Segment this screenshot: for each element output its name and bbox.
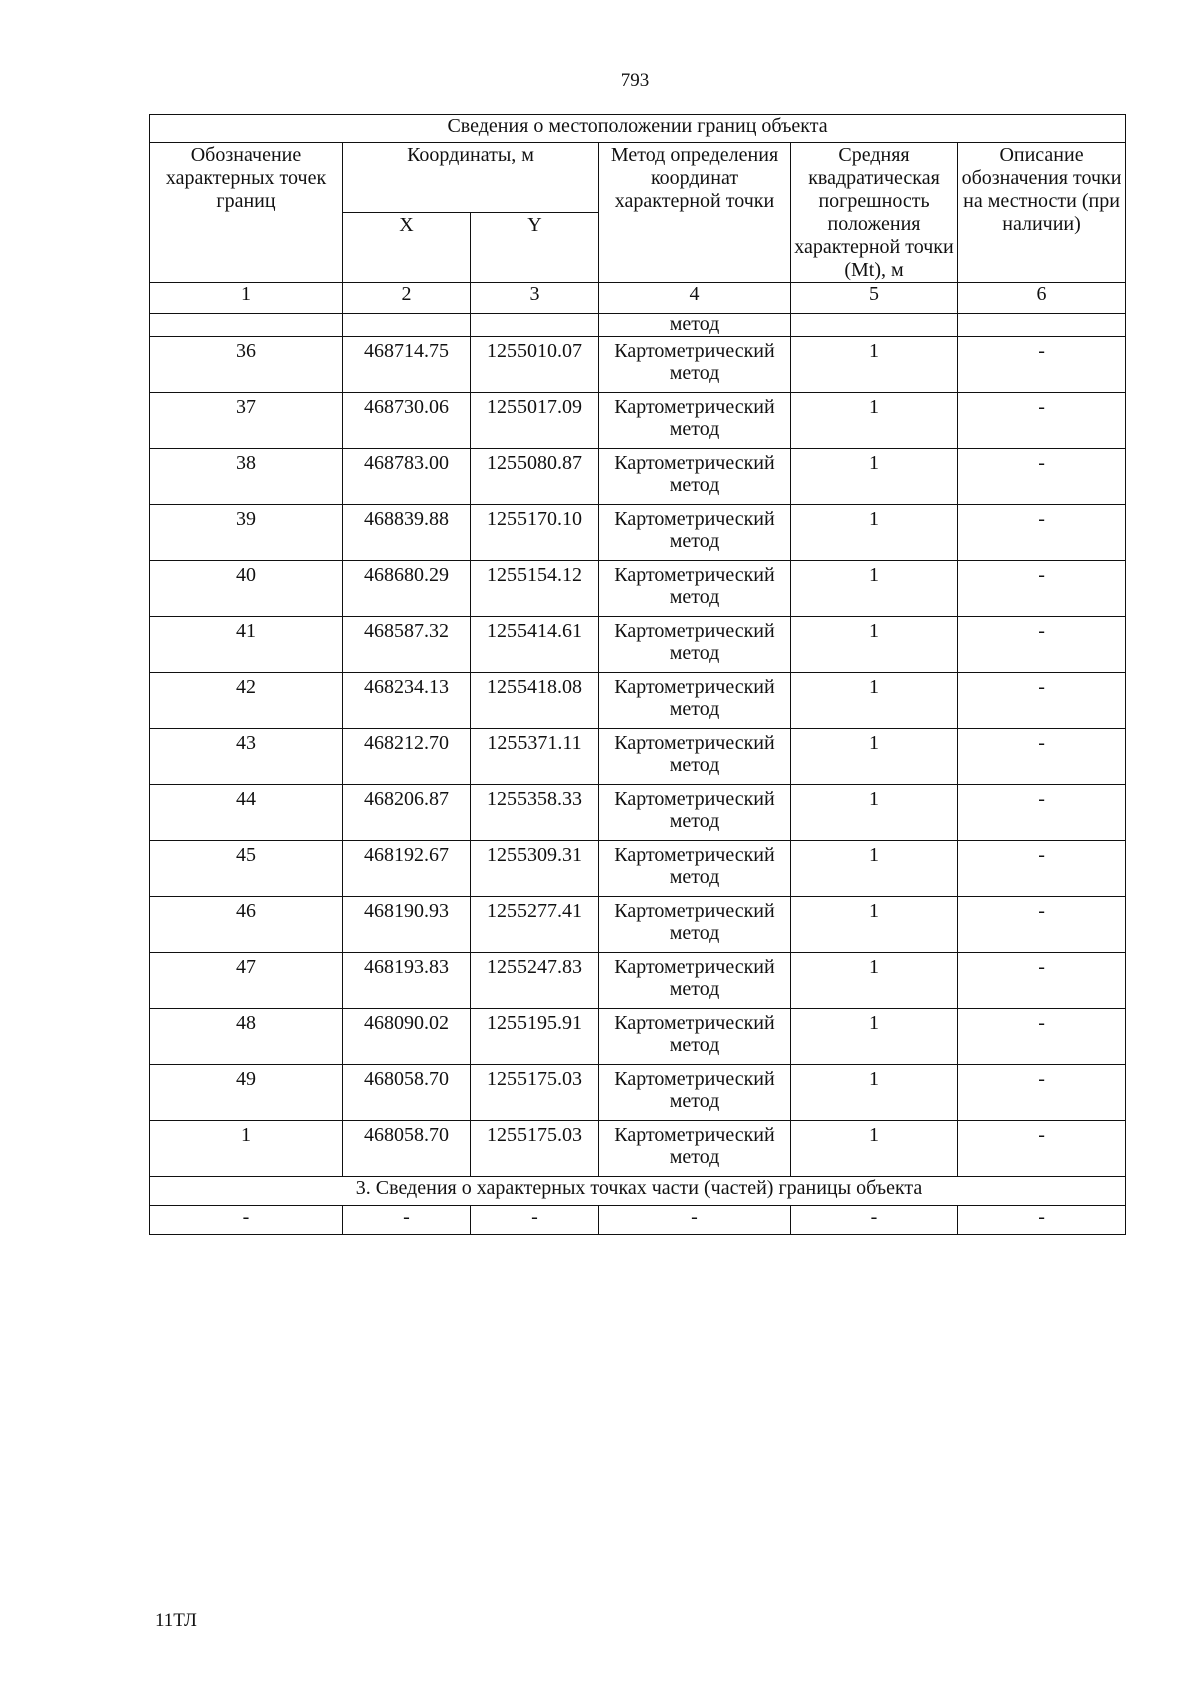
description-cell: - <box>958 337 1126 393</box>
accuracy-cell: 1 <box>791 897 958 953</box>
point-id-cell: 1 <box>150 1121 343 1177</box>
section3-cell: - <box>343 1206 471 1235</box>
section3-dash-row <box>150 1206 1126 1235</box>
y-coordinate-cell: 1255017.09 <box>471 393 599 449</box>
accuracy-cell: 1 <box>791 1121 958 1177</box>
accuracy-cell: 1 <box>791 1009 958 1065</box>
column-number: 4 <box>599 283 791 314</box>
point-id-cell: 42 <box>150 673 343 729</box>
continuation-row <box>150 314 1126 337</box>
accuracy-cell: 1 <box>791 617 958 673</box>
y-coordinate-cell: 1255080.87 <box>471 449 599 505</box>
x-coordinate-cell: 468090.02 <box>343 1009 471 1065</box>
description-cell: - <box>958 729 1126 785</box>
table-row <box>150 505 1126 561</box>
x-coordinate-cell: 468206.87 <box>343 785 471 841</box>
empty-cell <box>150 314 343 337</box>
description-cell: - <box>958 505 1126 561</box>
y-coordinate-cell: 1255277.41 <box>471 897 599 953</box>
method-cell: Картометрический метод <box>599 897 791 953</box>
method-cell: Картометрический метод <box>599 449 791 505</box>
x-coordinate-cell: 468190.93 <box>343 897 471 953</box>
method-cell: Картометрический метод <box>599 785 791 841</box>
description-cell: - <box>958 1009 1126 1065</box>
y-coordinate-cell: 1255418.08 <box>471 673 599 729</box>
boundary-coordinates-table <box>149 114 1126 1235</box>
description-cell: - <box>958 953 1126 1009</box>
accuracy-cell: 1 <box>791 1065 958 1121</box>
section3-cell: - <box>958 1206 1126 1235</box>
header-coordinates: Координаты, м <box>343 143 599 213</box>
y-coordinate-cell: 1255414.61 <box>471 617 599 673</box>
method-cell: Картометрический метод <box>599 953 791 1009</box>
point-id-cell: 44 <box>150 785 343 841</box>
point-id-cell: 37 <box>150 393 343 449</box>
method-cell: Картометрический метод <box>599 1065 791 1121</box>
column-number: 1 <box>150 283 343 314</box>
column-number: 2 <box>343 283 471 314</box>
description-cell: - <box>958 785 1126 841</box>
point-id-cell: 48 <box>150 1009 343 1065</box>
accuracy-cell: 1 <box>791 785 958 841</box>
table-row <box>150 953 1126 1009</box>
document-footer-code: 11ТЛ <box>155 1610 197 1631</box>
table-row <box>150 1121 1126 1177</box>
description-cell: - <box>958 841 1126 897</box>
method-cell: Картометрический метод <box>599 1121 791 1177</box>
x-coordinate-cell: 468839.88 <box>343 505 471 561</box>
table-row <box>150 673 1126 729</box>
y-coordinate-cell: 1255195.91 <box>471 1009 599 1065</box>
header-x: X <box>343 213 471 283</box>
method-cell: Картометрический метод <box>599 841 791 897</box>
y-coordinate-cell: 1255154.12 <box>471 561 599 617</box>
accuracy-cell: 1 <box>791 561 958 617</box>
table-row <box>150 1065 1126 1121</box>
description-cell: - <box>958 897 1126 953</box>
header-y: Y <box>471 213 599 283</box>
continuation-method: метод <box>599 314 791 337</box>
method-cell: Картометрический метод <box>599 1009 791 1065</box>
accuracy-cell: 1 <box>791 841 958 897</box>
table-row <box>150 841 1126 897</box>
section3-title-row <box>150 1177 1126 1206</box>
point-id-cell: 43 <box>150 729 343 785</box>
table-row <box>150 449 1126 505</box>
header-accuracy: Средняя квадратическая погрешность положения характерной точки (Mt), м <box>791 143 958 283</box>
table-row <box>150 1009 1126 1065</box>
accuracy-cell: 1 <box>791 953 958 1009</box>
header-description: Описание обозначения точки на местности (при наличии) <box>958 143 1126 283</box>
empty-cell <box>791 314 958 337</box>
column-number-row <box>150 283 1126 314</box>
y-coordinate-cell: 1255371.11 <box>471 729 599 785</box>
method-cell: Картометрический метод <box>599 617 791 673</box>
table-row <box>150 561 1126 617</box>
section3-cell: - <box>471 1206 599 1235</box>
y-coordinate-cell: 1255247.83 <box>471 953 599 1009</box>
header-method: Метод определения координат характерной точки <box>599 143 791 283</box>
method-cell: Картометрический метод <box>599 561 791 617</box>
point-id-cell: 47 <box>150 953 343 1009</box>
point-id-cell: 41 <box>150 617 343 673</box>
y-coordinate-cell: 1255175.03 <box>471 1065 599 1121</box>
accuracy-cell: 1 <box>791 505 958 561</box>
accuracy-cell: 1 <box>791 337 958 393</box>
empty-cell <box>958 314 1126 337</box>
x-coordinate-cell: 468058.70 <box>343 1121 471 1177</box>
description-cell: - <box>958 673 1126 729</box>
point-id-cell: 45 <box>150 841 343 897</box>
empty-cell <box>471 314 599 337</box>
header-row <box>150 143 1126 213</box>
x-coordinate-cell: 468783.00 <box>343 449 471 505</box>
column-number: 6 <box>958 283 1126 314</box>
caption-row <box>150 115 1126 143</box>
column-number: 3 <box>471 283 599 314</box>
page-number: 793 <box>620 70 650 91</box>
x-coordinate-cell: 468587.32 <box>343 617 471 673</box>
y-coordinate-cell: 1255170.10 <box>471 505 599 561</box>
y-coordinate-cell: 1255358.33 <box>471 785 599 841</box>
column-number: 5 <box>791 283 958 314</box>
x-coordinate-cell: 468192.67 <box>343 841 471 897</box>
table-row <box>150 897 1126 953</box>
accuracy-cell: 1 <box>791 393 958 449</box>
point-id-cell: 40 <box>150 561 343 617</box>
description-cell: - <box>958 393 1126 449</box>
section3-cell: - <box>791 1206 958 1235</box>
description-cell: - <box>958 617 1126 673</box>
y-coordinate-cell: 1255175.03 <box>471 1121 599 1177</box>
section3-title: 3. Сведения о характерных точках части (частей) границы объекта <box>150 1177 1126 1206</box>
x-coordinate-cell: 468193.83 <box>343 953 471 1009</box>
header-designation: Обозначение характерных точек границ <box>150 143 343 283</box>
point-id-cell: 38 <box>150 449 343 505</box>
x-coordinate-cell: 468680.29 <box>343 561 471 617</box>
table-row <box>150 337 1126 393</box>
table-row <box>150 785 1126 841</box>
accuracy-cell: 1 <box>791 729 958 785</box>
point-id-cell: 39 <box>150 505 343 561</box>
method-cell: Картометрический метод <box>599 729 791 785</box>
table-row <box>150 617 1126 673</box>
method-cell: Картометрический метод <box>599 393 791 449</box>
point-id-cell: 49 <box>150 1065 343 1121</box>
description-cell: - <box>958 1065 1126 1121</box>
description-cell: - <box>958 449 1126 505</box>
section3-cell: - <box>150 1206 343 1235</box>
empty-cell <box>343 314 471 337</box>
table-row <box>150 729 1126 785</box>
x-coordinate-cell: 468212.70 <box>343 729 471 785</box>
table-caption: Сведения о местоположении границ объекта <box>150 115 1126 143</box>
x-coordinate-cell: 468058.70 <box>343 1065 471 1121</box>
x-coordinate-cell: 468234.13 <box>343 673 471 729</box>
y-coordinate-cell: 1255309.31 <box>471 841 599 897</box>
accuracy-cell: 1 <box>791 449 958 505</box>
description-cell: - <box>958 1121 1126 1177</box>
point-id-cell: 46 <box>150 897 343 953</box>
point-id-cell: 36 <box>150 337 343 393</box>
x-coordinate-cell: 468730.06 <box>343 393 471 449</box>
section3-cell: - <box>599 1206 791 1235</box>
method-cell: Картометрический метод <box>599 337 791 393</box>
method-cell: Картометрический метод <box>599 505 791 561</box>
table-row <box>150 393 1126 449</box>
x-coordinate-cell: 468714.75 <box>343 337 471 393</box>
description-cell: - <box>958 561 1126 617</box>
method-cell: Картометрический метод <box>599 673 791 729</box>
accuracy-cell: 1 <box>791 673 958 729</box>
y-coordinate-cell: 1255010.07 <box>471 337 599 393</box>
